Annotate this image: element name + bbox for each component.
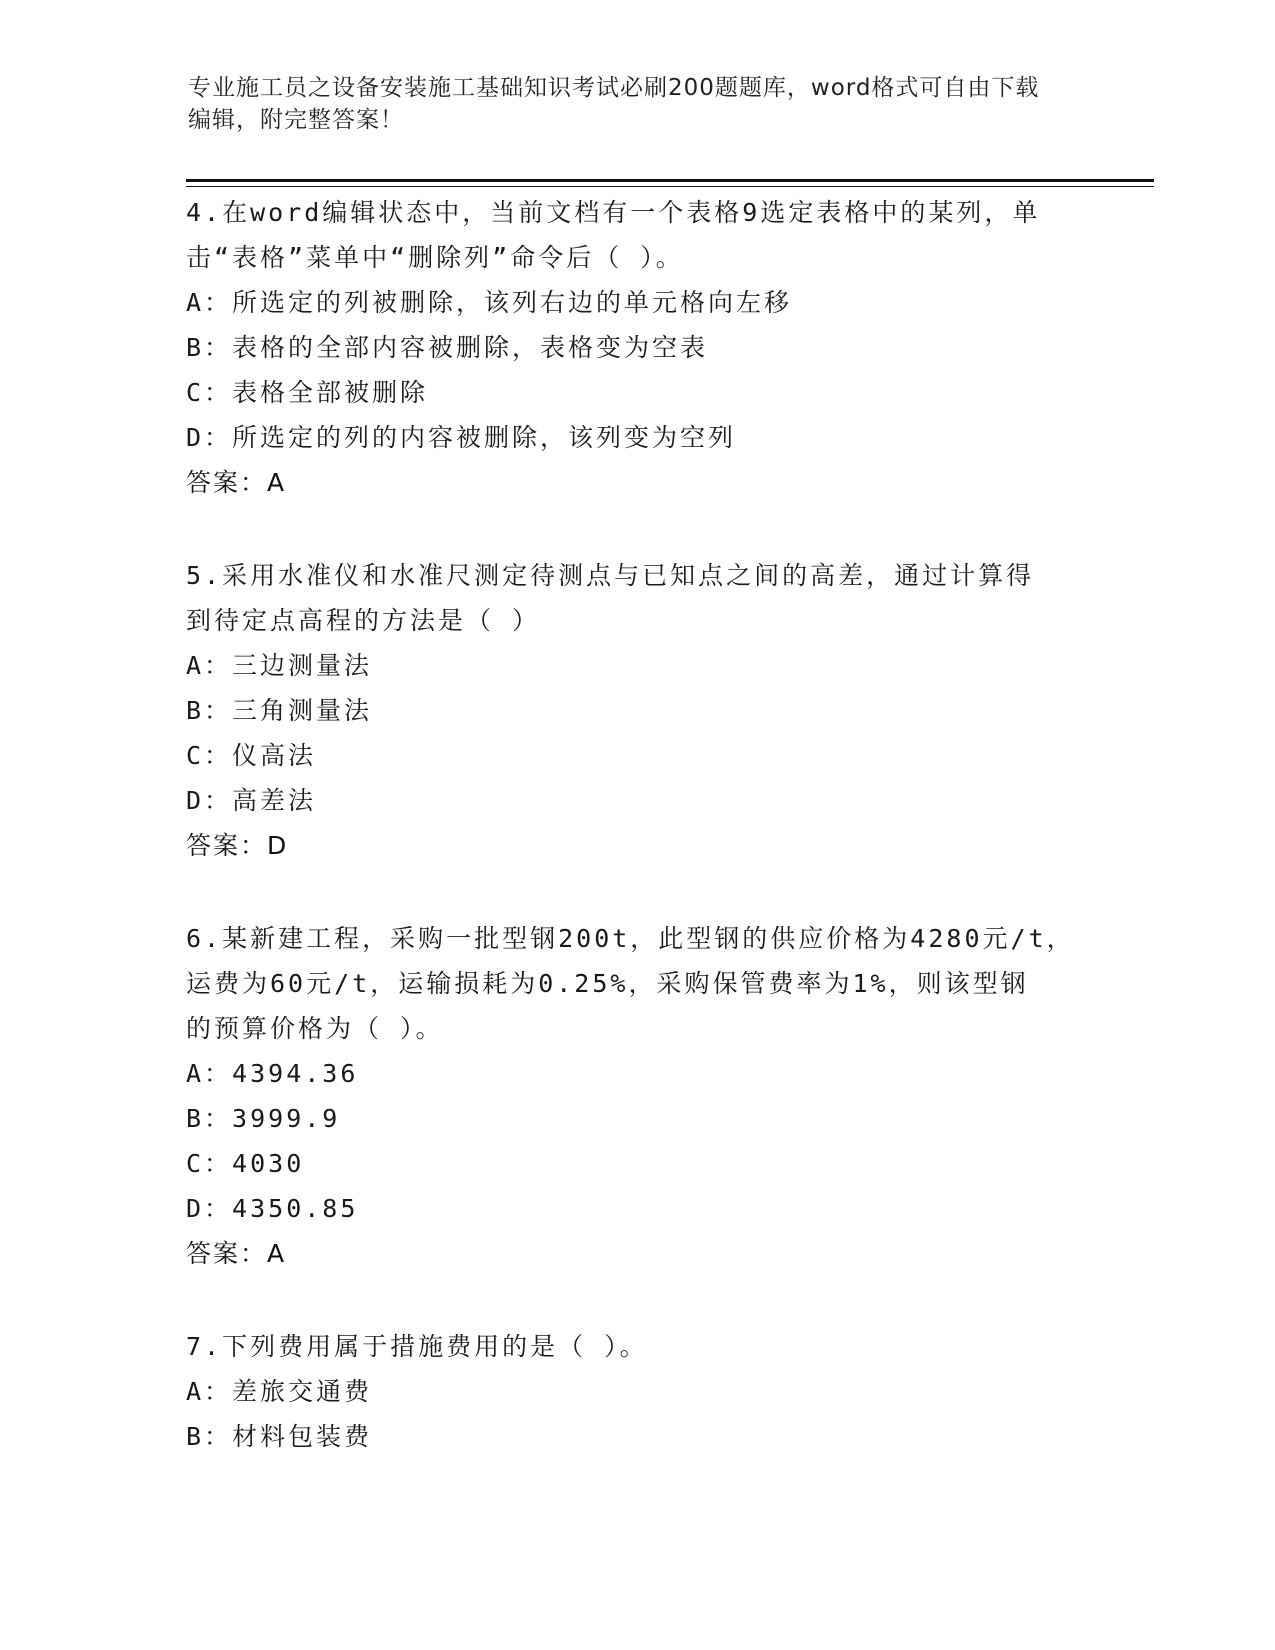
question-stem-line: 运费为60元/t，运输损耗为0.25%，采购保管费率为1%，则该型钢	[186, 969, 1029, 998]
question-6	[186, 916, 1086, 1276]
option-c: C：表格全部被删除	[186, 378, 429, 407]
question-stem-line: 4.在word编辑状态中，当前文档有一个表格9选定表格中的某列，单	[186, 198, 1041, 227]
question-7	[186, 1324, 1086, 1459]
option-a: A：4394.36	[186, 1059, 359, 1088]
option-b: B：表格的全部内容被删除，表格变为空表	[186, 333, 709, 362]
header-line-1: 专业施工员之设备安装施工基础知识考试必刷200题题库，word格式可自由下载	[188, 75, 1040, 101]
question-stem-line: 到待定点高程的方法是（ ）	[186, 606, 541, 635]
question-stem-line: 6.某新建工程，采购一批型钢200t，此型钢的供应价格为4280元/t，	[186, 924, 1075, 953]
spacer	[186, 505, 1086, 553]
answer-label: 答案：A	[186, 468, 287, 497]
header-line-2: 编辑，附完整答案！	[188, 107, 404, 133]
spacer	[186, 1276, 1086, 1324]
option-b: B：3999.9	[186, 1104, 341, 1133]
question-stem-line: 击“表格”菜单中“删除列”命令后（ ）。	[186, 243, 684, 272]
option-d: D：所选定的列的内容被删除，该列变为空列	[186, 423, 737, 452]
answer-label: 答案：A	[186, 1239, 287, 1268]
spacer	[186, 868, 1086, 916]
question-5	[186, 553, 1086, 868]
header-rule-thin	[186, 186, 1154, 187]
option-c: C：仪高法	[186, 741, 317, 770]
question-stem-line: 5.采用水准仪和水准尺测定待测点与已知点之间的高差，通过计算得	[186, 561, 1035, 590]
option-a: A：三边测量法	[186, 651, 373, 680]
header-rule-thick	[186, 179, 1154, 182]
document-header	[188, 72, 1088, 136]
option-c: C：4030	[186, 1149, 305, 1178]
question-stem-line: 7.下列费用属于措施费用的是（ ）。	[186, 1332, 648, 1361]
option-a: A：所选定的列被删除，该列右边的单元格向左移	[186, 288, 793, 317]
questions-list	[186, 190, 1086, 1459]
option-a: A：差旅交通费	[186, 1377, 373, 1406]
option-b: B：三角测量法	[186, 696, 373, 725]
option-d: D：高差法	[186, 786, 317, 815]
question-4	[186, 190, 1086, 505]
option-d: D：4350.85	[186, 1194, 359, 1223]
answer-label: 答案：D	[186, 831, 289, 860]
option-b: B：材料包装费	[186, 1422, 373, 1451]
question-stem-line: 的预算价格为（ ）。	[186, 1014, 444, 1043]
